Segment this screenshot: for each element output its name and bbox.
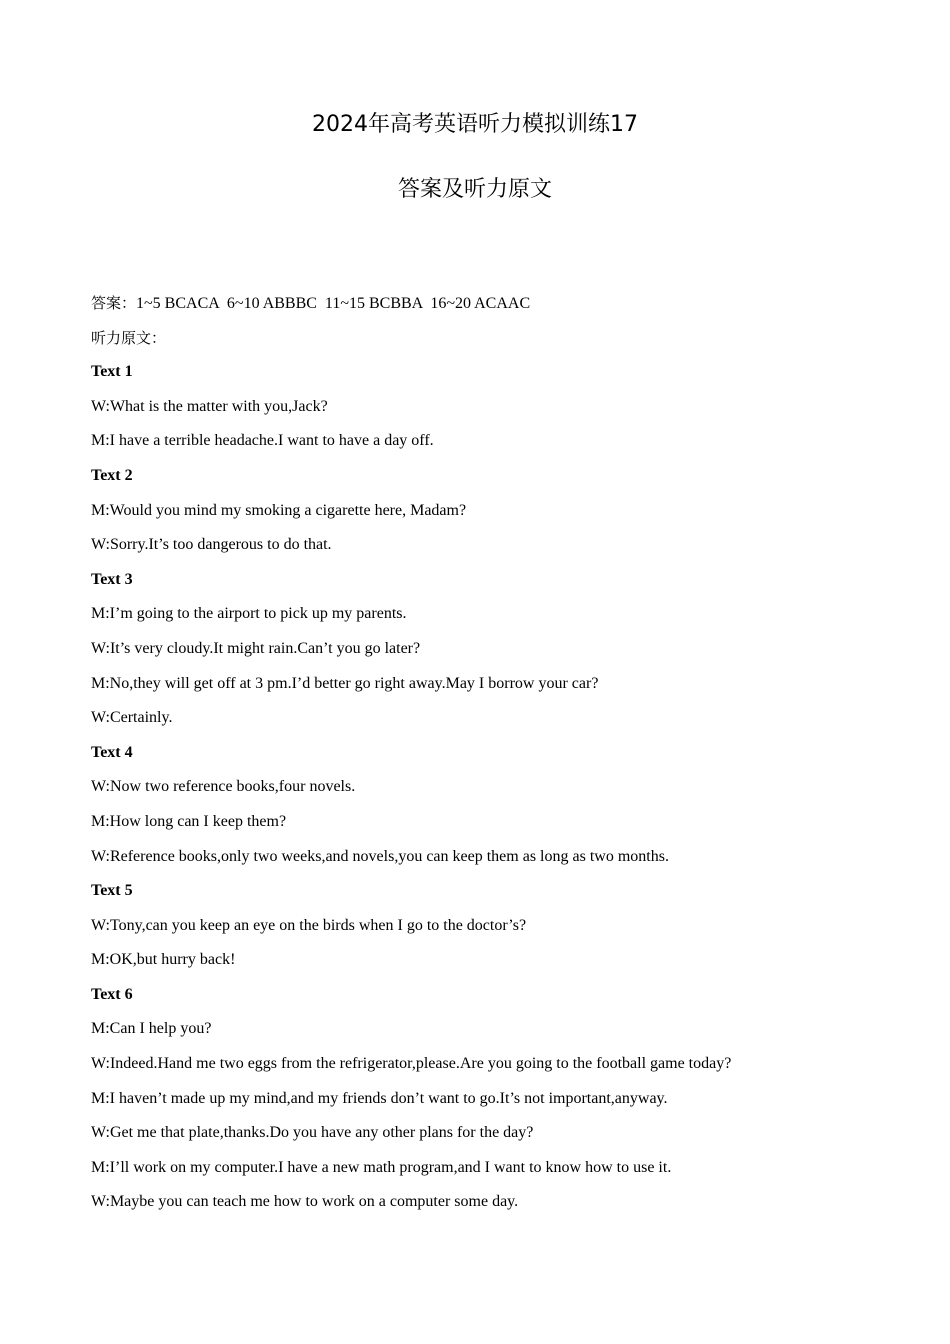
section-heading: Text 2 [91,466,133,484]
dialogue-line: M:Can I help you? [91,1020,212,1038]
page-subtitle: 答案及听力原文 [397,177,552,202]
answer-key-line [91,289,891,324]
section-heading: Text 5 [91,882,133,900]
section-heading: Text 4 [91,743,133,761]
dialogue-line: M:No,they will get off at 3 pm.I’d better go right away.May I borrow your car? [91,674,599,692]
dialogue-line: M:I’ll work on my computer.I have a new math program,and I want to know how to use it. [91,1158,672,1176]
dialogue-line: M:How long can I keep them? [91,812,287,830]
dialogue-line: W:Tony,can you keep an eye on the birds when I go to the doctor’s? [91,916,527,934]
transcript-texts [91,358,891,1223]
transcript-section [91,877,891,981]
answer-key-text: 1~5 BCACA 6~10 ABBBC 11~15 BCBBA 16~20 ACAAC [136,295,531,312]
dialogue-line: W:Reference books,only two weeks,and novels,you can keep them as long as two months. [91,847,669,865]
dialogue-line: W:Get me that plate,thanks.Do you have any other plans for the day? [91,1124,534,1142]
dialogue-line: M:OK,but hurry back! [91,951,236,969]
transcript-section [91,981,891,1223]
dialogue-line: W:What is the matter with you,Jack? [91,397,328,415]
dialogue-line: W:Now two reference books,four novels. [91,778,356,796]
answer-key-label: 答案： [91,294,137,312]
transcript-section [91,462,891,566]
dialogue-line: M:I haven’t made up my mind,and my friends don’t want to go.It’s not important,anyway. [91,1089,668,1107]
transcript-label: 听力原文： [91,328,167,347]
section-heading: Text 3 [91,570,133,588]
dialogue-line: M:I have a terrible headache.I want to have a day off. [91,432,434,450]
dialogue-line: W:Indeed.Hand me two eggs from the refrigerator,please.Are you going to the football game today? [91,1055,732,1073]
dialogue-line: M:I’m going to the airport to pick up my parents. [91,605,407,623]
dialogue-line: W:It’s very cloudy.It might rain.Can’t you go later? [91,639,421,657]
dialogue-line: M:Would you mind my smoking a cigarette here, Madam? [91,501,467,519]
dialogue-line: W:Certainly. [91,709,173,727]
document-body [91,289,891,1223]
transcript-section [91,358,891,462]
dialogue-line: W:Sorry.It’s too dangerous to do that. [91,536,332,554]
transcript-label-line [91,324,891,359]
transcript-section [91,739,891,877]
page-title: 2024年高考英语听力模拟训练17 [312,112,638,137]
dialogue-line: W:Maybe you can teach me how to work on a computer some day. [91,1193,519,1211]
section-heading: Text 1 [91,363,133,381]
section-heading: Text 6 [91,985,133,1003]
transcript-section [91,566,891,739]
